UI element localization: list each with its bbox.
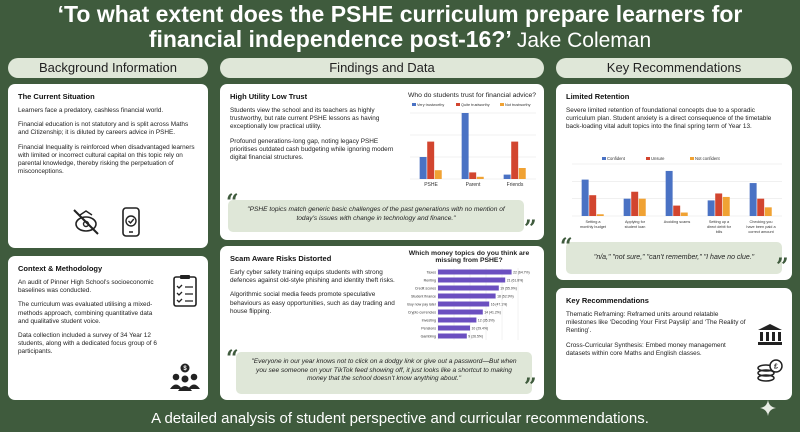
bar-taxes — [438, 270, 512, 275]
bar-pshe-series-1 — [427, 142, 434, 179]
scam-card — [220, 246, 544, 400]
quote-open-mark: “ — [226, 346, 239, 372]
y-tick-label: Credit scores — [414, 286, 436, 291]
trust-chart-svg — [404, 99, 540, 193]
trust-p2: Profound generations-long gap, noting legacy PSHE prioritises outdated cash budgeting while ignoring modern digital financial structures. — [230, 137, 394, 162]
column-header-findings: Findings and Data — [220, 58, 544, 78]
y-tick-label: Crypto currencies — [407, 310, 436, 315]
x-tick-label: student loan — [624, 225, 646, 229]
missing-topics-svg — [398, 264, 540, 344]
legend-swatch — [456, 103, 460, 106]
legend-swatch — [602, 157, 606, 160]
bar-pshe-series-2 — [435, 170, 442, 179]
x-tick-label: Setting a — [585, 220, 601, 224]
scam-quote: "Everyone in our year knows not to click on a dodgy link or give out a password—But when you see someone on your TikTok feed showing off, it just looks like a shortcut to making money that the school doesn’t know anything about." — [236, 352, 532, 394]
y-tick-label: Investing — [421, 318, 436, 323]
x-tick-label: have been paid a — [746, 225, 776, 229]
bar-parent-series-0 — [462, 113, 469, 179]
bar-gambling — [438, 334, 467, 339]
y-tick-label: Renting — [423, 278, 436, 283]
quote-close-mark: ” — [524, 216, 537, 240]
trust-p1: Students view the school and its teachers as highly trustworthy, but rate current PSHE lessons as having exceptionally low practical utility. — [230, 107, 380, 131]
context-heading: Context & Methodology — [18, 264, 103, 273]
bar-friends-series-1 — [511, 142, 518, 179]
confidence-chart-svg — [562, 154, 786, 240]
data-label: 10 (29.4%) — [471, 326, 489, 331]
quote-close-mark: ” — [524, 374, 537, 400]
coin-stack-icon — [756, 358, 784, 384]
y-tick-label: Buy now pay later — [407, 302, 436, 307]
x-tick-label: Applying for — [624, 220, 646, 224]
x-tick-label: Setting up a — [708, 220, 730, 224]
bar-avoiding-scams-series-1 — [673, 206, 680, 216]
title-question-end: financial independence post-16?’ — [148, 26, 511, 52]
legend-label: Quite trustworthy — [461, 103, 490, 107]
bar-student-finance — [438, 294, 496, 299]
current-situation-card — [8, 84, 208, 248]
trust-chart-title: Who do students trust for financial advice? — [407, 92, 537, 99]
missing-topics-chart — [398, 250, 540, 348]
trust-heading: High Utility Low Trust — [230, 92, 308, 101]
x-tick-label: Checking you — [749, 220, 773, 224]
data-label: 12 (35.3%) — [477, 318, 495, 323]
x-tick-label: Friends — [506, 182, 524, 188]
bar-applying-for-student-loan-series-1 — [631, 192, 638, 216]
context-p2: The curriculum was evaluated utilising a mixed-methods approach, combining quantitative data and qualitative student voice. — [18, 301, 153, 325]
no-cash-icon — [70, 206, 102, 238]
legend-swatch — [412, 103, 416, 106]
bar-pensions — [438, 326, 470, 331]
y-tick-label: Gambling — [420, 334, 436, 339]
scam-p2: Algorithmic social media feeds promote speculative behaviours as easy opportunities, such as day trading and house flipping. — [230, 291, 395, 315]
trust-chart — [404, 92, 540, 196]
bar-setting-a-monthly-budget-series-2 — [597, 214, 604, 216]
checklist-icon — [172, 274, 198, 308]
bar-applying-for-student-loan-series-0 — [624, 199, 631, 216]
bar-checking-you-have-been-paid-a-correct-amount-series-1 — [757, 199, 764, 216]
limited-quote: "n/a," "not sure," "can’t remember," "I have no clue." — [566, 242, 782, 274]
legend-label: Very trustworthy — [417, 103, 445, 107]
context-methodology-card — [8, 256, 208, 400]
bar-setting-a-monthly-budget-series-0 — [582, 180, 589, 216]
bar-parent-series-1 — [469, 172, 476, 179]
recommendations-heading: Key Recommendations — [566, 296, 649, 305]
y-tick-label: Taxes — [426, 270, 436, 275]
column-header-background: Background Information — [8, 58, 208, 78]
column-header-recommendations: Key Recommendations — [556, 58, 792, 78]
scam-p1: Early cyber safety training equips students with strong defences against old-style phishing and identity theft risks. — [230, 269, 395, 285]
confidence-chart — [562, 154, 786, 240]
bar-parent-series-2 — [477, 177, 484, 179]
data-label: 19 (55.9%) — [500, 286, 517, 291]
current-situation-p3: Financial Inequality is reinforced when disadvantaged learners with limited or incorrect cultural capital on this topic rely on parental knowledge, thereby risking the perpetuation of misconceptions. — [18, 143, 195, 176]
x-tick-label: bills — [715, 230, 723, 234]
current-situation-heading: The Current Situation — [18, 92, 95, 101]
x-tick-label: direct debit for — [706, 225, 732, 229]
bar-buy-now-pay-later — [438, 302, 489, 307]
title-line-1: ‘To what extent does the PSHE curriculum prepare learners for — [57, 1, 743, 27]
current-situation-p2: Financial education is not statutory and is split across Maths and Citizenship; it is diluted by careers advice in PSHE. — [18, 121, 189, 137]
data-label: 22 (64.7%) — [513, 270, 530, 275]
x-tick-label: monthly budget — [580, 225, 606, 229]
recommendations-p1: Thematic Reframing: Reframed units around relatable milestones like ‘Decoding Your First Payslip’ and ‘The Reality of Renting’. — [566, 311, 746, 335]
legend-label: Confident — [607, 156, 625, 161]
data-label: 9 (26.5%) — [468, 334, 484, 339]
y-tick-label: Pensions — [421, 326, 436, 331]
title-line-2 — [0, 27, 800, 53]
bar-setting-up-a-direct-debit-for-bills-series-1 — [715, 193, 722, 216]
y-tick-label: Student finance — [411, 294, 436, 299]
bar-friends-series-2 — [519, 168, 526, 179]
bar-applying-for-student-loan-series-2 — [639, 199, 646, 216]
data-label: 14 (41.2%) — [484, 310, 501, 315]
limited-retention-card — [556, 84, 792, 280]
bar-credit-scores — [438, 286, 499, 291]
svg-text:£: £ — [774, 363, 778, 371]
bar-avoiding-scams-series-2 — [681, 213, 688, 216]
quote-open-mark: “ — [226, 190, 239, 216]
recommendations-p2: Cross-Curricular Synthesis: Embed money management datasets within core Maths and English classes. — [566, 341, 726, 357]
x-tick-label: PSHE — [424, 182, 438, 188]
data-label: 21 (61.8%) — [506, 278, 524, 283]
bar-setting-a-monthly-budget-series-1 — [589, 195, 596, 216]
data-label: 18 (52.9%) — [497, 294, 514, 299]
group-money-icon — [170, 362, 200, 392]
trust-quote: "PSHE topics match generic basic challenges of the past generations with no mention of today’s issues with change in technology and finance." — [228, 200, 524, 232]
legend-label: Not trustworthy — [505, 103, 531, 107]
legend-swatch — [646, 157, 650, 160]
current-situation-p1: Learners face a predatory, cashless financial world. — [18, 107, 164, 114]
bar-friends-series-0 — [504, 175, 511, 179]
sparkle-icon — [760, 400, 776, 416]
bank-icon — [756, 322, 784, 346]
quote-close-mark: ” — [776, 254, 789, 280]
limited-p1: Severe limited retention of foundational concepts due to a sporadic curriculum plan. Student anxiety is a direct consequence of the timetable back-loading vital adult topics into the final spring term of Year 13. — [566, 107, 772, 131]
author-name: Jake Coleman — [516, 29, 652, 52]
bar-setting-up-a-direct-debit-for-bills-series-0 — [708, 200, 715, 216]
trust-card — [220, 84, 544, 240]
limited-heading: Limited Retention — [566, 92, 630, 101]
x-tick-label: correct amount — [748, 230, 774, 234]
bar-checking-you-have-been-paid-a-correct-amount-series-0 — [750, 183, 757, 216]
context-p1: An audit of Pinner High School’s socioeconomic baselines was conducted. — [18, 279, 154, 295]
svg-text:$: $ — [183, 366, 187, 373]
key-recommendations-card — [556, 288, 792, 400]
bar-investing — [438, 318, 476, 323]
x-tick-label: Avoiding scams — [663, 220, 691, 224]
bar-avoiding-scams-series-0 — [666, 171, 673, 216]
context-p3: Data collection included a survey of 34 Year 12 students, along with a dedicated focus group of 6 participants. — [18, 332, 157, 356]
legend-swatch — [500, 103, 504, 106]
legend-label: Not confident — [695, 156, 720, 161]
bar-setting-up-a-direct-debit-for-bills-series-2 — [723, 197, 730, 216]
quote-open-mark: “ — [560, 234, 573, 260]
phone-payment-icon — [120, 206, 142, 238]
legend-swatch — [690, 157, 694, 160]
bar-renting — [438, 278, 505, 283]
scam-heading: Scam Aware Risks Distorted — [230, 254, 332, 263]
legend-label: Unsure — [651, 156, 665, 161]
poster-header — [0, 2, 800, 56]
bar-checking-you-have-been-paid-a-correct-amount-series-2 — [765, 207, 772, 216]
missing-topics-title: Which money topics do you think are missing from PSHE? — [408, 250, 530, 264]
data-label: 16 (47.1%) — [490, 302, 508, 307]
x-tick-label: Parent — [465, 182, 481, 188]
footer-caption: A detailed analysis of student perspective and curricular recommendations. — [151, 410, 649, 427]
bar-crypto-currencies — [438, 310, 483, 315]
bar-pshe-series-0 — [420, 157, 427, 179]
